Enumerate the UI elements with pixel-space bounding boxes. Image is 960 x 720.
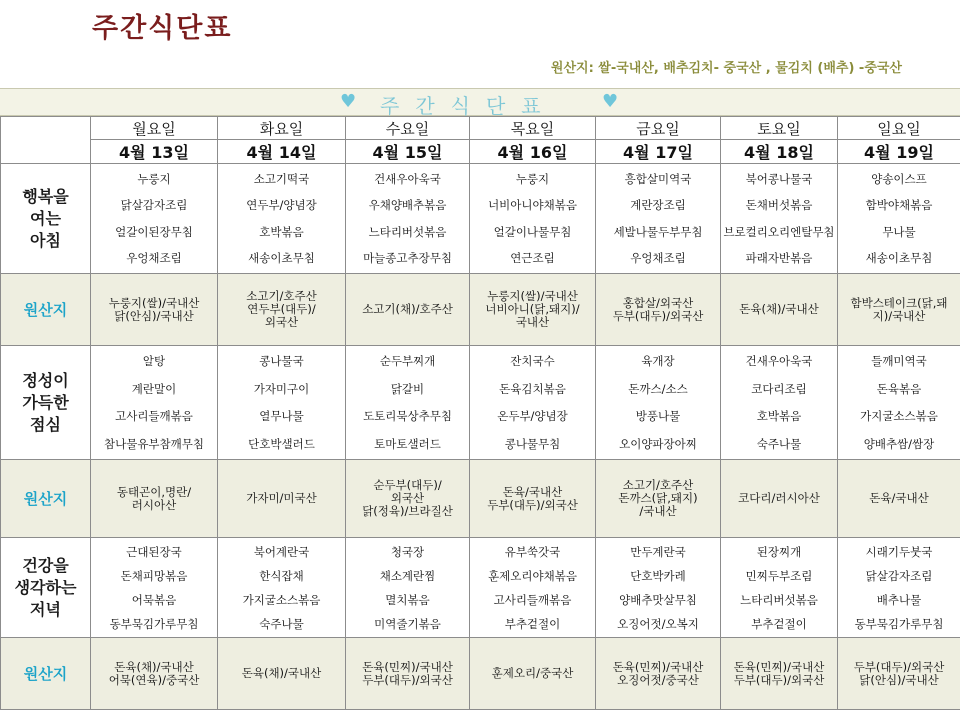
dish-cell: [218, 346, 346, 460]
dish-cell: [346, 164, 470, 274]
origin-note: 원산지: 쌀-국내산, 배추김치- 중국산 , 물김치 (배추) -중국산: [550, 61, 902, 76]
dish-cell: [721, 538, 838, 638]
origin-cell: [91, 638, 218, 710]
dish-item: 우엉채조림: [630, 251, 686, 266]
date-header: 4월 19일: [838, 140, 960, 164]
dish-item: 방풍나물: [635, 409, 681, 424]
dish-item: 북어계란국: [253, 544, 310, 559]
origin-item: 돈육(민찌)/국내산: [362, 659, 453, 674]
dish-item: 미역줄기볶음: [374, 616, 441, 631]
heart-icon: ♥: [602, 91, 619, 112]
dish-item: 만두계란국: [630, 544, 686, 559]
dish-item: 연두부/양념장: [246, 198, 317, 213]
dish-item: 흥합살미역국: [624, 171, 692, 186]
dish-item: 숙주나물: [259, 616, 304, 631]
origin-item: 닭(안심)/국내산: [859, 672, 939, 687]
dish-cell: [596, 164, 721, 274]
dish-item: 돈육볶음: [876, 381, 922, 396]
origin-item: 오징어젓/중국산: [617, 672, 699, 687]
meal-label-line: 여는: [30, 208, 61, 228]
day-header: 토요일: [721, 117, 838, 140]
origin-item: 어묵(연육)/중국산: [108, 672, 200, 687]
dish-item: 닭살감자조림: [120, 198, 188, 213]
meal-label-line: 건강을: [22, 555, 69, 575]
banner-title: 주간식단표: [380, 94, 557, 118]
origin-cell: [218, 274, 346, 346]
date-header: 4월 16일: [470, 140, 596, 164]
dish-item: 잔치국수: [510, 354, 555, 369]
dish-item: 누룽지: [515, 171, 550, 186]
origin-item: 돈육/국내산: [869, 491, 929, 505]
origin-cell: [91, 274, 218, 346]
day-header: 목요일: [470, 117, 596, 140]
origin-cell: [838, 460, 960, 538]
dish-cell: [596, 346, 721, 460]
dish-item: 오징어젓/오복지: [617, 616, 699, 631]
dish-item: 채소계란찜: [379, 568, 436, 583]
origin-item: 돈육(채)/국내산: [241, 666, 322, 680]
dish-item: 시래기두붓국: [865, 544, 933, 559]
day-header: 화요일: [218, 117, 346, 140]
origin-item: 돈육(민찌)/국내산: [733, 659, 825, 674]
dish-item: 닭살감자조림: [865, 568, 933, 583]
dish-item: 돈까스/소스: [628, 381, 688, 396]
dish-cell: [838, 538, 960, 638]
origin-cell: [721, 638, 838, 710]
dish-item: 너비아니야채볶음: [488, 198, 577, 213]
dish-cell: [346, 346, 470, 460]
dish-item: 브로컬리오리엔탈무침: [723, 224, 835, 239]
origin-item: 홍합살/외국산: [622, 295, 694, 310]
origin-item: 돈육(민찌)/국내산: [612, 659, 704, 674]
dish-item: 배추나물: [876, 592, 922, 607]
dish-cell: [91, 538, 218, 638]
page-title: 주간식단표: [92, 13, 233, 44]
origin-item: 훈제오리/중국산: [491, 666, 574, 680]
dish-item: 훈제오리야채볶음: [488, 568, 577, 583]
dish-cell: [838, 346, 960, 460]
day-header: 수요일: [346, 117, 470, 140]
date-header: 4월 18일: [721, 140, 838, 164]
date-header: 4월 17일: [596, 140, 721, 164]
corner-cell: [1, 117, 91, 164]
origin-cell: [218, 638, 346, 710]
menu-table: [0, 116, 960, 710]
origin-cell: [596, 274, 721, 346]
origin-item: 소고기/호주산: [246, 289, 317, 303]
dish-cell: [91, 346, 218, 460]
dish-item: 들깨미역국: [871, 354, 927, 369]
origin-item: 두부(대두)/외국산: [612, 308, 704, 323]
origin-item: 두부(대두)/외국산: [487, 497, 578, 512]
dish-item: 고사리들깨볶음: [115, 409, 193, 424]
dish-item: 도토리묵상추무침: [363, 409, 452, 424]
dish-item: 우엉채조림: [126, 251, 182, 266]
meal-label-line: 정성이: [22, 370, 69, 390]
dish-item: 세발나물두부무침: [613, 224, 703, 239]
origin-cell: [346, 638, 470, 710]
dish-item: 민찌두부조림: [745, 568, 813, 583]
origin-item: 외국산: [264, 315, 299, 329]
dish-item: 얼갈이나물무침: [493, 224, 572, 239]
meal-label-line: 아침: [30, 230, 61, 250]
origin-item: 가자미/미국산: [246, 491, 317, 505]
origin-cell: [218, 460, 346, 538]
dish-cell: [721, 164, 838, 274]
origin-item: 소고기(채)/호주산: [362, 302, 453, 316]
dish-item: 양배추맛살무침: [619, 592, 697, 607]
meal-label: [1, 538, 91, 638]
date-header: 4월 14일: [218, 140, 346, 164]
origin-item: 누룽지(쌀)/국내산: [487, 289, 578, 303]
dish-item: 양배추쌈/쌈장: [863, 436, 935, 451]
dish-item: 된장찌개: [756, 544, 802, 559]
dish-item: 호박볶음: [756, 409, 802, 424]
meal-label: [1, 164, 91, 274]
dish-item: 돈육김치볶음: [499, 381, 566, 396]
origin-cell: [721, 274, 838, 346]
dish-cell: [218, 164, 346, 274]
date-header: 4월 13일: [91, 140, 218, 164]
origin-item: 순두부(대두)/: [373, 478, 442, 492]
dish-item: 가자미구이: [253, 381, 310, 396]
origin-item: 누룽지(쌀)/국내산: [108, 295, 200, 310]
dish-item: 부추겉절이: [751, 616, 807, 631]
origin-item: 두부(대두)/외국산: [733, 672, 825, 687]
meal-label-line: 저녁: [30, 599, 61, 619]
day-header: 일요일: [838, 117, 960, 140]
dish-item: 코다리조림: [751, 381, 807, 396]
dish-item: 순두부찌개: [379, 354, 436, 369]
origin-label: 원산지: [1, 638, 91, 710]
origin-item: /국내산: [639, 504, 677, 518]
meal-label: [1, 346, 91, 460]
origin-cell: [346, 274, 470, 346]
meal-label-line: 점심: [30, 414, 61, 434]
dish-item: 유부쑥갓국: [504, 544, 561, 559]
dish-item: 누룽지: [137, 171, 171, 186]
dish-item: 한식잡채: [259, 568, 304, 583]
dish-item: 마늘종고추장무침: [363, 251, 452, 266]
origin-cell: [470, 460, 596, 538]
dish-item: 우채양배추볶음: [368, 198, 447, 213]
dish-cell: [596, 538, 721, 638]
origin-item: 코다리/러시아산: [738, 491, 820, 505]
origin-item: 함박스테이크(닭,돼: [850, 295, 948, 310]
banner: [0, 88, 960, 116]
dish-item: 파래자반볶음: [745, 251, 813, 266]
origin-item: 동태곤이,명란/: [116, 484, 192, 499]
dish-item: 얼갈이된장무침: [115, 224, 193, 239]
dish-item: 동부묵김가루무침: [854, 616, 944, 631]
dish-item: 무나물: [882, 224, 916, 239]
origin-item: 돈까스(닭,돼지): [618, 491, 698, 505]
dish-item: 육개장: [641, 354, 675, 369]
dish-item: 오이양파장아찌: [619, 436, 697, 451]
dish-item: 숙주나물: [756, 436, 802, 451]
origin-item: 닭(정육)/브라질산: [362, 504, 453, 518]
dish-item: 소고기떡국: [253, 171, 310, 186]
day-header: 금요일: [596, 117, 721, 140]
origin-item: 국내산: [515, 315, 550, 329]
dish-item: 함박야채볶음: [865, 198, 933, 213]
origin-cell: [596, 638, 721, 710]
dish-cell: [218, 538, 346, 638]
dish-item: 새송이초무침: [248, 251, 315, 266]
origin-item: 돈육(채)/국내산: [739, 302, 819, 316]
dish-item: 단호박카레: [630, 568, 686, 583]
dish-item: 느타리버섯볶음: [740, 592, 818, 607]
origin-cell: [721, 460, 838, 538]
dish-cell: [91, 164, 218, 274]
origin-label: 원산지: [1, 274, 91, 346]
dish-item: 참나물유부참깨무침: [104, 436, 204, 451]
dish-item: 온두부/양념장: [497, 409, 568, 424]
origin-cell: [346, 460, 470, 538]
origin-cell: [470, 274, 596, 346]
dish-cell: [838, 164, 960, 274]
heart-icon: ♥: [340, 91, 357, 112]
dish-item: 근대된장국: [126, 544, 182, 559]
origin-item: 지)/국내산: [872, 308, 926, 323]
dish-item: 알탕: [142, 354, 166, 369]
dish-item: 느타리버섯볶음: [368, 224, 447, 239]
dish-item: 청국장: [390, 544, 425, 559]
dish-item: 닭갈비: [390, 381, 425, 396]
dish-item: 동부묵김가루무침: [109, 616, 199, 631]
dish-item: 돈채버섯볶음: [745, 198, 813, 213]
origin-item: 두부(대두)/외국산: [853, 659, 945, 674]
dish-item: 새송이초무침: [865, 251, 933, 266]
origin-item: 닭(안심)/국내산: [114, 308, 194, 323]
dish-item: 건새우아욱국: [745, 354, 813, 369]
dish-item: 호박볶음: [259, 224, 304, 239]
origin-cell: [470, 638, 596, 710]
origin-item: 너비아니(닭,돼지)/: [485, 302, 580, 316]
dish-item: 가지굴소스볶음: [860, 409, 938, 424]
origin-item: 외국산: [390, 491, 425, 505]
meal-label-line: 행복을: [22, 186, 69, 206]
origin-cell: [838, 274, 960, 346]
origin-item: 두부(대두)/외국산: [362, 672, 453, 687]
dish-item: 연근조림: [510, 251, 555, 266]
origin-cell: [838, 638, 960, 710]
dish-item: 계란장조림: [630, 198, 686, 213]
dish-item: 부추겉절이: [504, 616, 561, 631]
dish-cell: [470, 346, 596, 460]
dish-item: 돈채피망볶음: [120, 568, 188, 583]
dish-item: 가지굴소스볶음: [242, 592, 321, 607]
day-header: 월요일: [91, 117, 218, 140]
meal-label-line: 가득한: [22, 392, 69, 412]
origin-item: 러시아산: [131, 497, 177, 512]
dish-item: 어묵볶음: [131, 592, 177, 607]
meal-label-line: 생각하는: [14, 577, 77, 597]
dish-item: 멸치볶음: [385, 592, 430, 607]
origin-item: 연두부(대두)/: [247, 302, 316, 316]
dish-item: 양송이스프: [871, 171, 927, 186]
origin-item: 돈육(채)/국내산: [114, 659, 194, 674]
origin-label: 원산지: [1, 460, 91, 538]
dish-item: 건새우아욱국: [374, 171, 441, 186]
dish-cell: [470, 164, 596, 274]
dish-item: 계란말이: [131, 381, 177, 396]
dish-cell: [346, 538, 470, 638]
date-header: 4월 15일: [346, 140, 470, 164]
origin-cell: [596, 460, 721, 538]
dish-item: 콩나물무침: [504, 436, 561, 451]
dish-item: 콩나물국: [259, 354, 304, 369]
origin-item: 돈육/국내산: [502, 484, 563, 499]
origin-item: 소고기/호주산: [622, 478, 694, 492]
dish-item: 단호박샐러드: [248, 436, 315, 451]
dish-item: 고사리들깨볶음: [493, 592, 572, 607]
dish-item: 토마토샐러드: [374, 436, 441, 451]
dish-cell: [721, 346, 838, 460]
origin-cell: [91, 460, 218, 538]
dish-cell: [470, 538, 596, 638]
dish-item: 북어콩나물국: [745, 171, 813, 186]
dish-item: 열무나물: [259, 409, 304, 424]
